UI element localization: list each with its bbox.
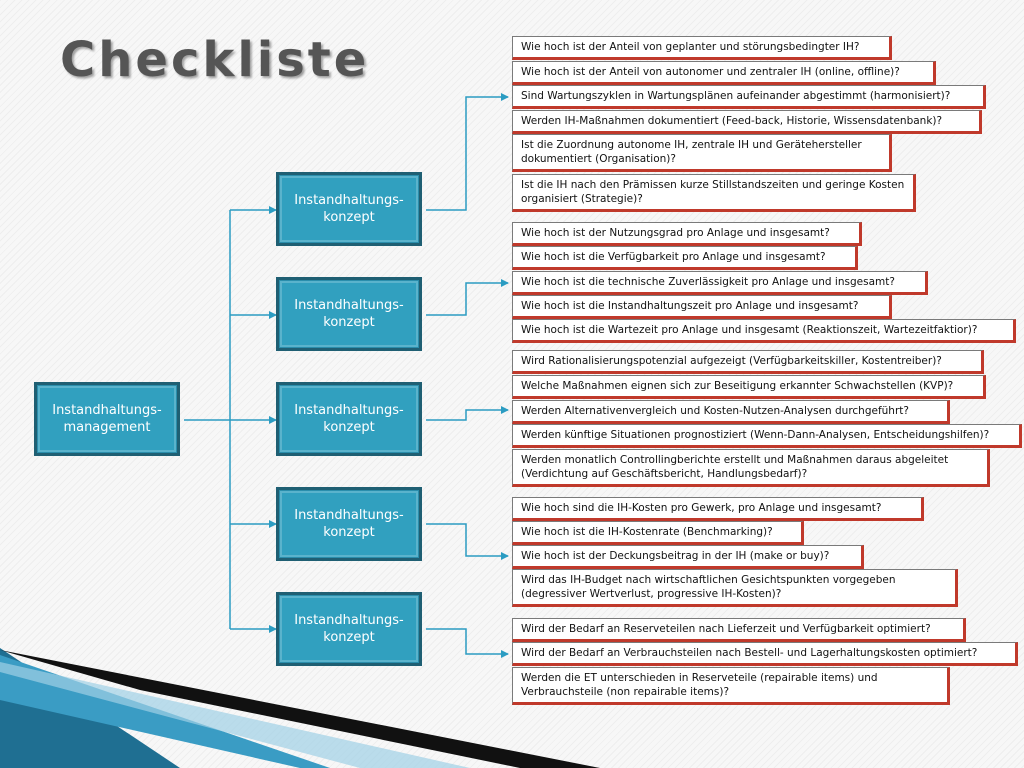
concept-node-line2: konzept	[323, 315, 375, 330]
question-box: Ist die IH nach den Prämissen kurze Stillstandszeiten und geringe Kosten organisiert (Strategie)?	[512, 174, 916, 212]
concept-node-5	[276, 592, 422, 666]
root-node-management	[34, 382, 180, 456]
question-box: Wie hoch ist der Deckungsbeitrag in der IH (make or buy)?	[512, 545, 864, 569]
question-box: Wird das IH-Budget nach wirtschaftlichen Gesichtspunkten vorgegeben (degressiver Wertverlust, progressive IH-Kosten)?	[512, 569, 958, 607]
question-box: Wie hoch sind die IH-Kosten pro Gewerk, pro Anlage und insgesamt?	[512, 497, 924, 521]
question-box: Sind Wartungszyklen in Wartungsplänen aufeinander abgestimmt (harmonisiert)?	[512, 85, 986, 109]
root-node-line1: Instandhaltungs-	[52, 403, 162, 418]
question-box: Wie hoch ist der Anteil von autonomer und zentraler IH (online, offline)?	[512, 61, 936, 85]
concept-node-line2: konzept	[323, 210, 375, 225]
slide-title: Checkliste	[60, 32, 370, 88]
question-box: Wie hoch ist die Wartezeit pro Anlage und insgesamt (Reaktionszeit, Wartezeitfaktior)?	[512, 319, 1016, 343]
concept-node-2	[276, 277, 422, 351]
concept-node-line1: Instandhaltungs-	[294, 193, 404, 208]
question-box: Werden IH-Maßnahmen dokumentiert (Feed-back, Historie, Wissensdatenbank)?	[512, 110, 982, 134]
concept-node-4	[276, 487, 422, 561]
concept-node-line2: konzept	[323, 420, 375, 435]
concept-node-line1: Instandhaltungs-	[294, 298, 404, 313]
question-box: Wie hoch ist die IH-Kostenrate (Benchmarking)?	[512, 521, 804, 545]
concept-node-3	[276, 382, 422, 456]
question-box: Wie hoch ist die Verfügbarkeit pro Anlage und insgesamt?	[512, 246, 858, 270]
question-box: Werden monatlich Controllingberichte erstellt und Maßnahmen daraus abgeleitet (Verdichtung auf Geschäftsbericht, Handlungsbedarf)?	[512, 449, 990, 487]
question-box: Wie hoch ist die Instandhaltungszeit pro Anlage und insgesamt?	[512, 295, 892, 319]
question-box: Werden die ET unterschieden in Reserveteile (repairable items) und Verbrauchsteile (non repairable items)?	[512, 667, 950, 705]
question-box: Ist die Zuordnung autonome IH, zentrale IH und Gerätehersteller dokumentiert (Organisation)?	[512, 134, 892, 172]
question-box: Wie hoch ist die technische Zuverlässigkeit pro Anlage und insgesamt?	[512, 271, 928, 295]
concept-node-line2: konzept	[323, 525, 375, 540]
concept-node-line1: Instandhaltungs-	[294, 403, 404, 418]
concept-node-line2: konzept	[323, 630, 375, 645]
question-box: Werden künftige Situationen prognostiziert (Wenn-Dann-Analysen, Entscheidungshilfen)?	[512, 424, 1022, 448]
question-box: Welche Maßnahmen eignen sich zur Beseitigung erkannter Schwachstellen (KVP)?	[512, 375, 986, 399]
question-box: Wie hoch ist der Anteil von geplanter und störungsbedingter IH?	[512, 36, 892, 60]
question-box: Wird der Bedarf an Reserveteilen nach Lieferzeit und Verfügbarkeit optimiert?	[512, 618, 966, 642]
concept-node-line1: Instandhaltungs-	[294, 613, 404, 628]
question-box: Wird der Bedarf an Verbrauchsteilen nach Bestell- und Lagerhaltungskosten optimiert?	[512, 642, 1018, 666]
root-node-line2: management	[63, 420, 151, 435]
concept-node-1	[276, 172, 422, 246]
question-box: Wird Rationalisierungspotenzial aufgezeigt (Verfügbarkeitskiller, Kostentreiber)?	[512, 350, 984, 374]
concept-node-line1: Instandhaltungs-	[294, 508, 404, 523]
question-box: Wie hoch ist der Nutzungsgrad pro Anlage und insgesamt?	[512, 222, 862, 246]
question-box: Werden Alternativenvergleich und Kosten-Nutzen-Analysen durchgeführt?	[512, 400, 950, 424]
